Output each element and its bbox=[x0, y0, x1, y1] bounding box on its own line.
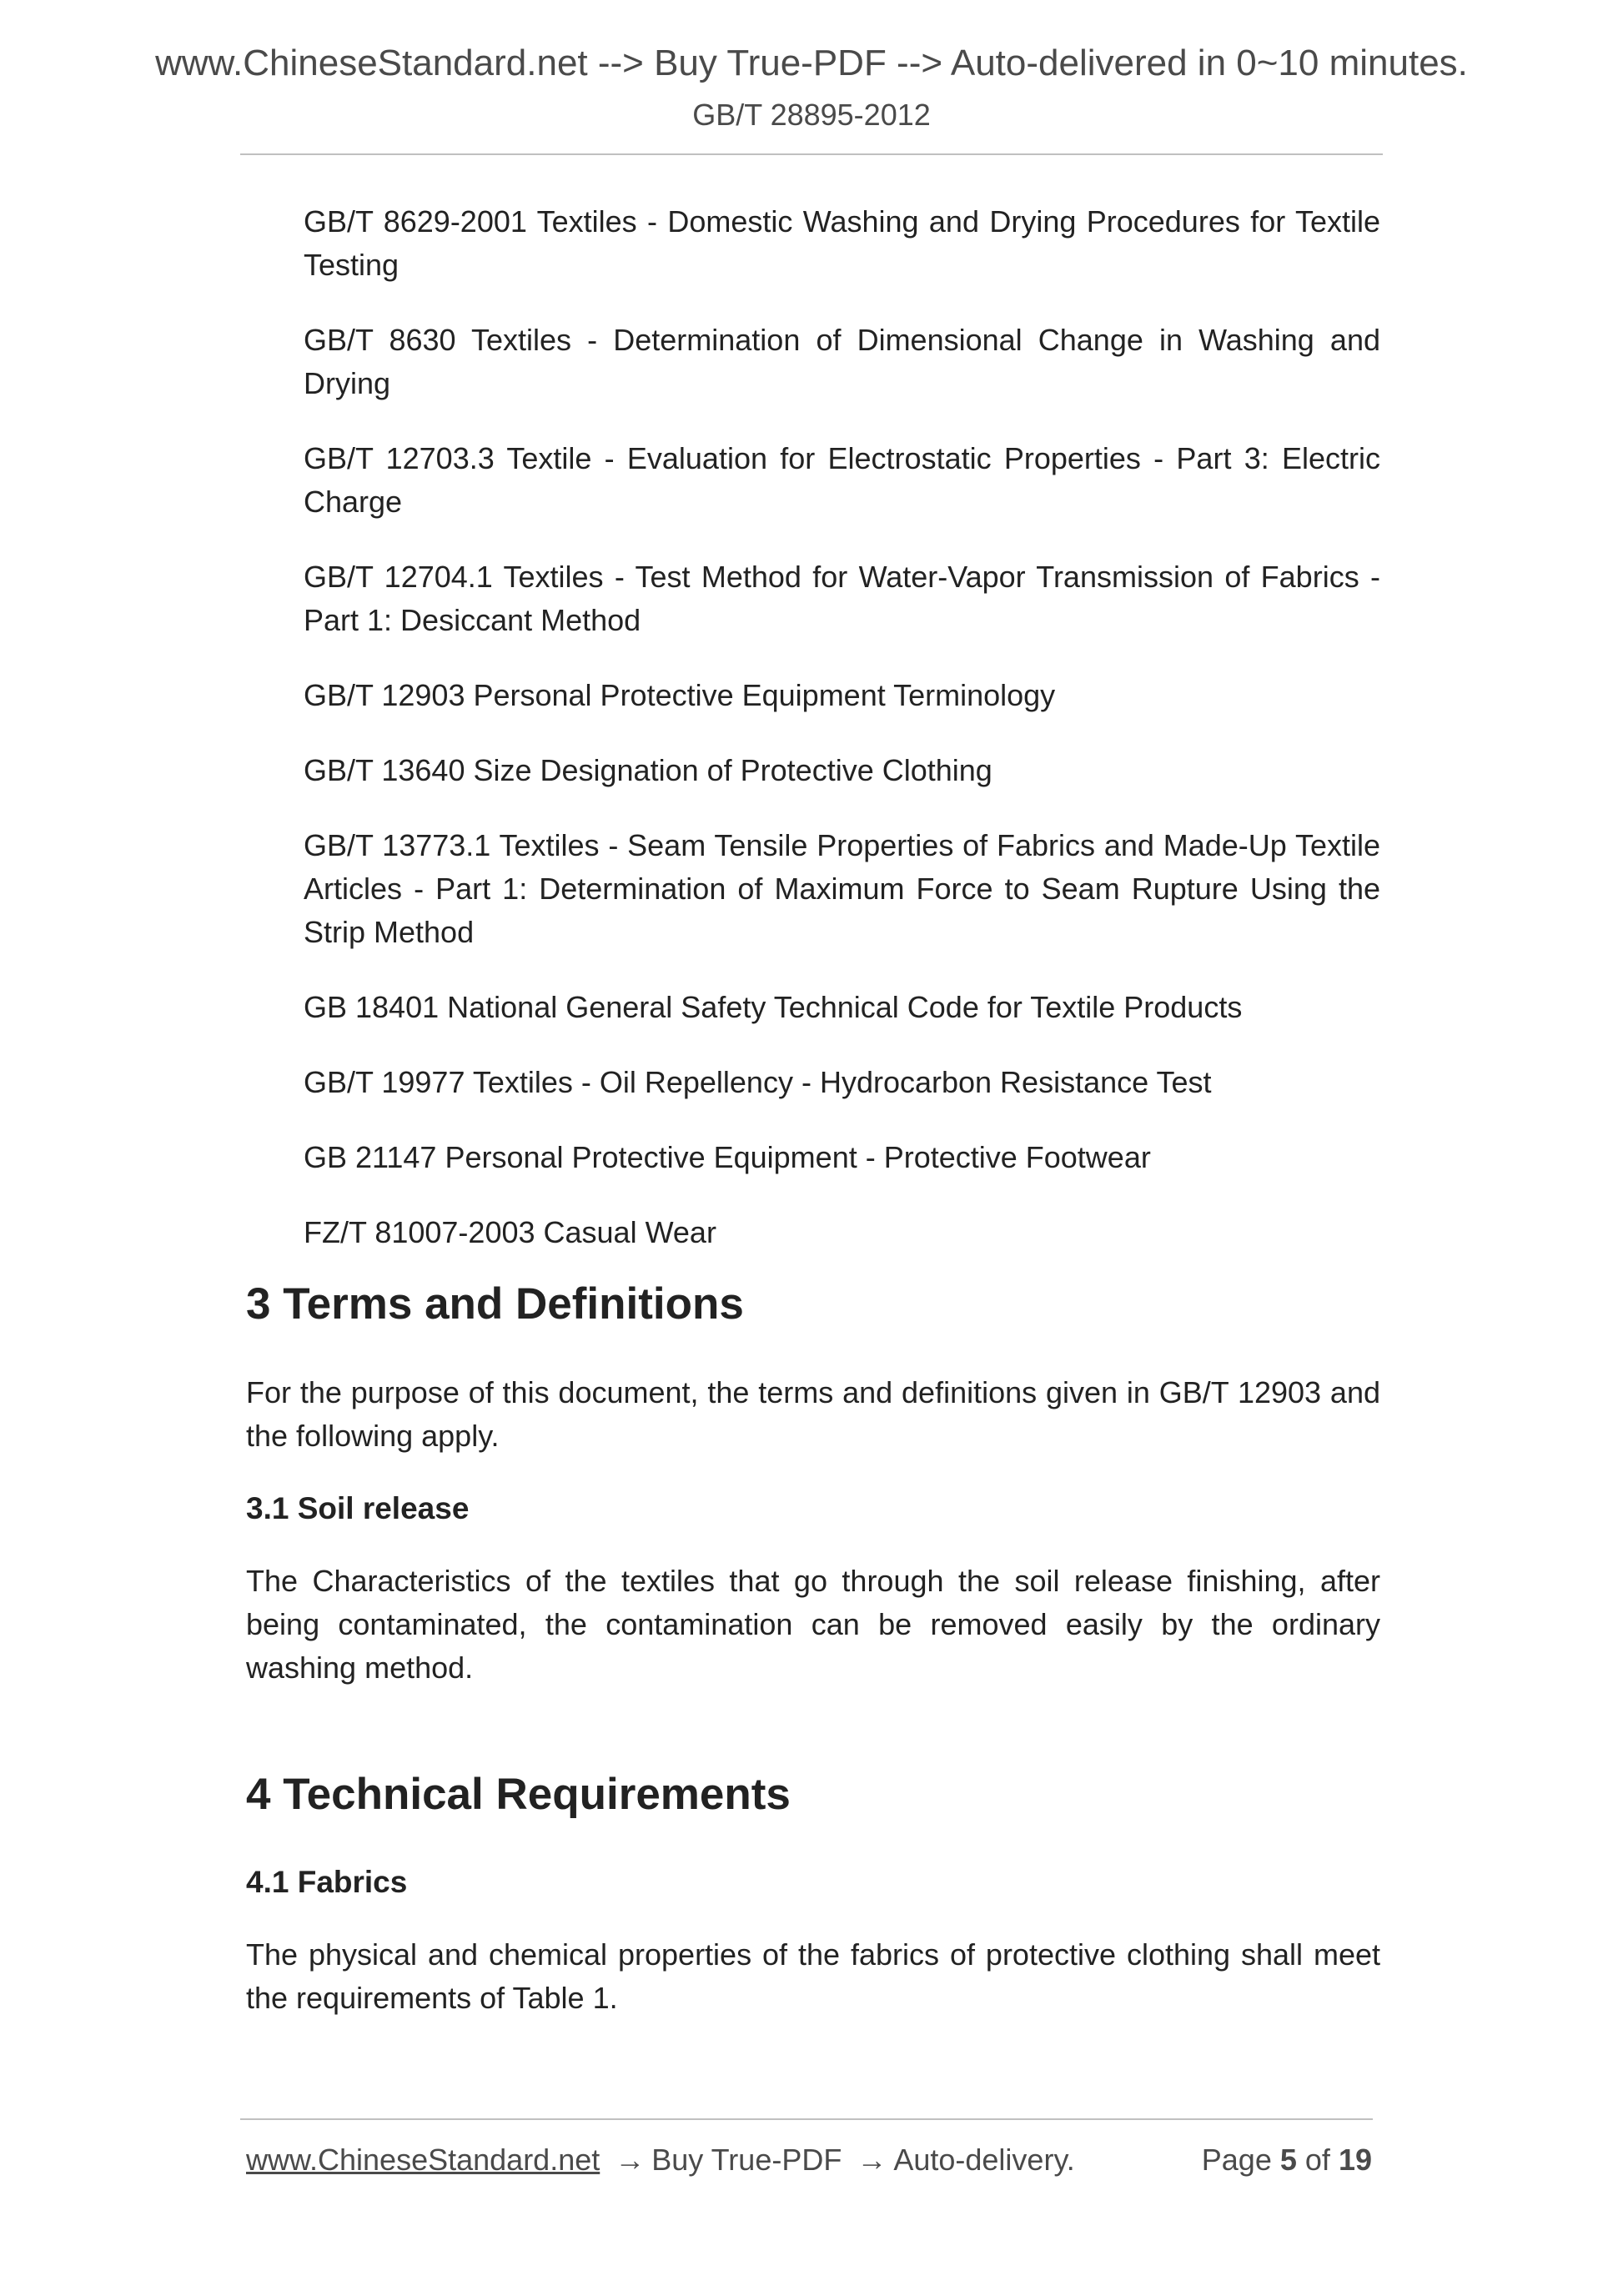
reference-item: GB/T 13773.1 Textiles - Seam Tensile Properties of Fabrics and Made-Up Textile Articles - Part 1: Determination of Maximum Force to Seam Rupture Using the Strip Method bbox=[304, 828, 1380, 949]
section-3-1-text: The Characteristics of the textiles that go through the soil release finishing, after being contaminated, the contamination can be removed easily by the ordinary washing method. bbox=[246, 1564, 1380, 1685]
reference-item: GB/T 13640 Size Designation of Protective Clothing bbox=[304, 753, 992, 787]
arrow-right-icon: → bbox=[615, 2143, 646, 2177]
page-current: 5 bbox=[1279, 2143, 1297, 2177]
section-3-1-heading: 3.1 Soil release bbox=[246, 1491, 470, 1525]
reference-item: GB/T 19977 Textiles - Oil Repellency - Hydrocarbon Resistance Test bbox=[304, 1065, 1212, 1099]
reference-item: GB 21147 Personal Protective Equipment - Protective Footwear bbox=[304, 1140, 1151, 1174]
footer-divider bbox=[240, 2118, 1373, 2120]
section-4 bbox=[246, 1768, 1380, 2020]
reference-item: GB 18401 National General Safety Technical Code for Textile Products bbox=[304, 990, 1243, 1024]
normative-references-list bbox=[304, 200, 1380, 1286]
section-4-1-heading: 4.1 Fabrics bbox=[246, 1865, 408, 1899]
header-banner: www.ChineseStandard.net --> Buy True-PDF --> Auto-delivered in 0~10 minutes. bbox=[155, 43, 1468, 83]
section-4-1-text: The physical and chemical properties of the fabrics of protective clothing shall meet the requirements of Table 1. bbox=[246, 1937, 1380, 2015]
reference-item: FZ/T 81007-2003 Casual Wear bbox=[304, 1215, 716, 1249]
page-of: of bbox=[1304, 2143, 1330, 2177]
footer bbox=[246, 2140, 1372, 2180]
arrow-right-icon: → bbox=[857, 2143, 887, 2177]
page-label: Page bbox=[1201, 2143, 1272, 2177]
section-3 bbox=[246, 1278, 1380, 1690]
footer-delivery-text: Auto-delivery. bbox=[893, 2143, 1075, 2177]
footer-buy-text: Buy True-PDF bbox=[651, 2143, 842, 2177]
reference-item: GB/T 12703.3 Textile - Evaluation for Electrostatic Properties - Part 3: Electric Charge bbox=[304, 441, 1380, 519]
section-3-intro: For the purpose of this document, the terms and definitions given in GB/T 12903 and the following apply. bbox=[246, 1375, 1380, 1453]
footer-site-link[interactable]: www.ChineseStandard.net bbox=[246, 2143, 600, 2177]
reference-item: GB/T 12704.1 Textiles - Test Method for Water-Vapor Transmission of Fabrics - Part 1: Desiccant Method bbox=[304, 560, 1380, 637]
reference-item: GB/T 8630 Textiles - Determination of Dimensional Change in Washing and Drying bbox=[304, 323, 1380, 400]
section-4-heading: 4 Technical Requirements bbox=[246, 1770, 791, 1819]
page-total: 19 bbox=[1338, 2143, 1372, 2177]
section-3-heading: 3 Terms and Definitions bbox=[246, 1279, 744, 1329]
page-number bbox=[1202, 2140, 1372, 2180]
header-divider bbox=[240, 153, 1383, 155]
reference-item: GB/T 8629-2001 Textiles - Domestic Washing and Drying Procedures for Textile Testing bbox=[304, 204, 1380, 282]
reference-item: GB/T 12903 Personal Protective Equipment Terminology bbox=[304, 678, 1056, 712]
document-id: GB/T 28895-2012 bbox=[692, 98, 931, 132]
